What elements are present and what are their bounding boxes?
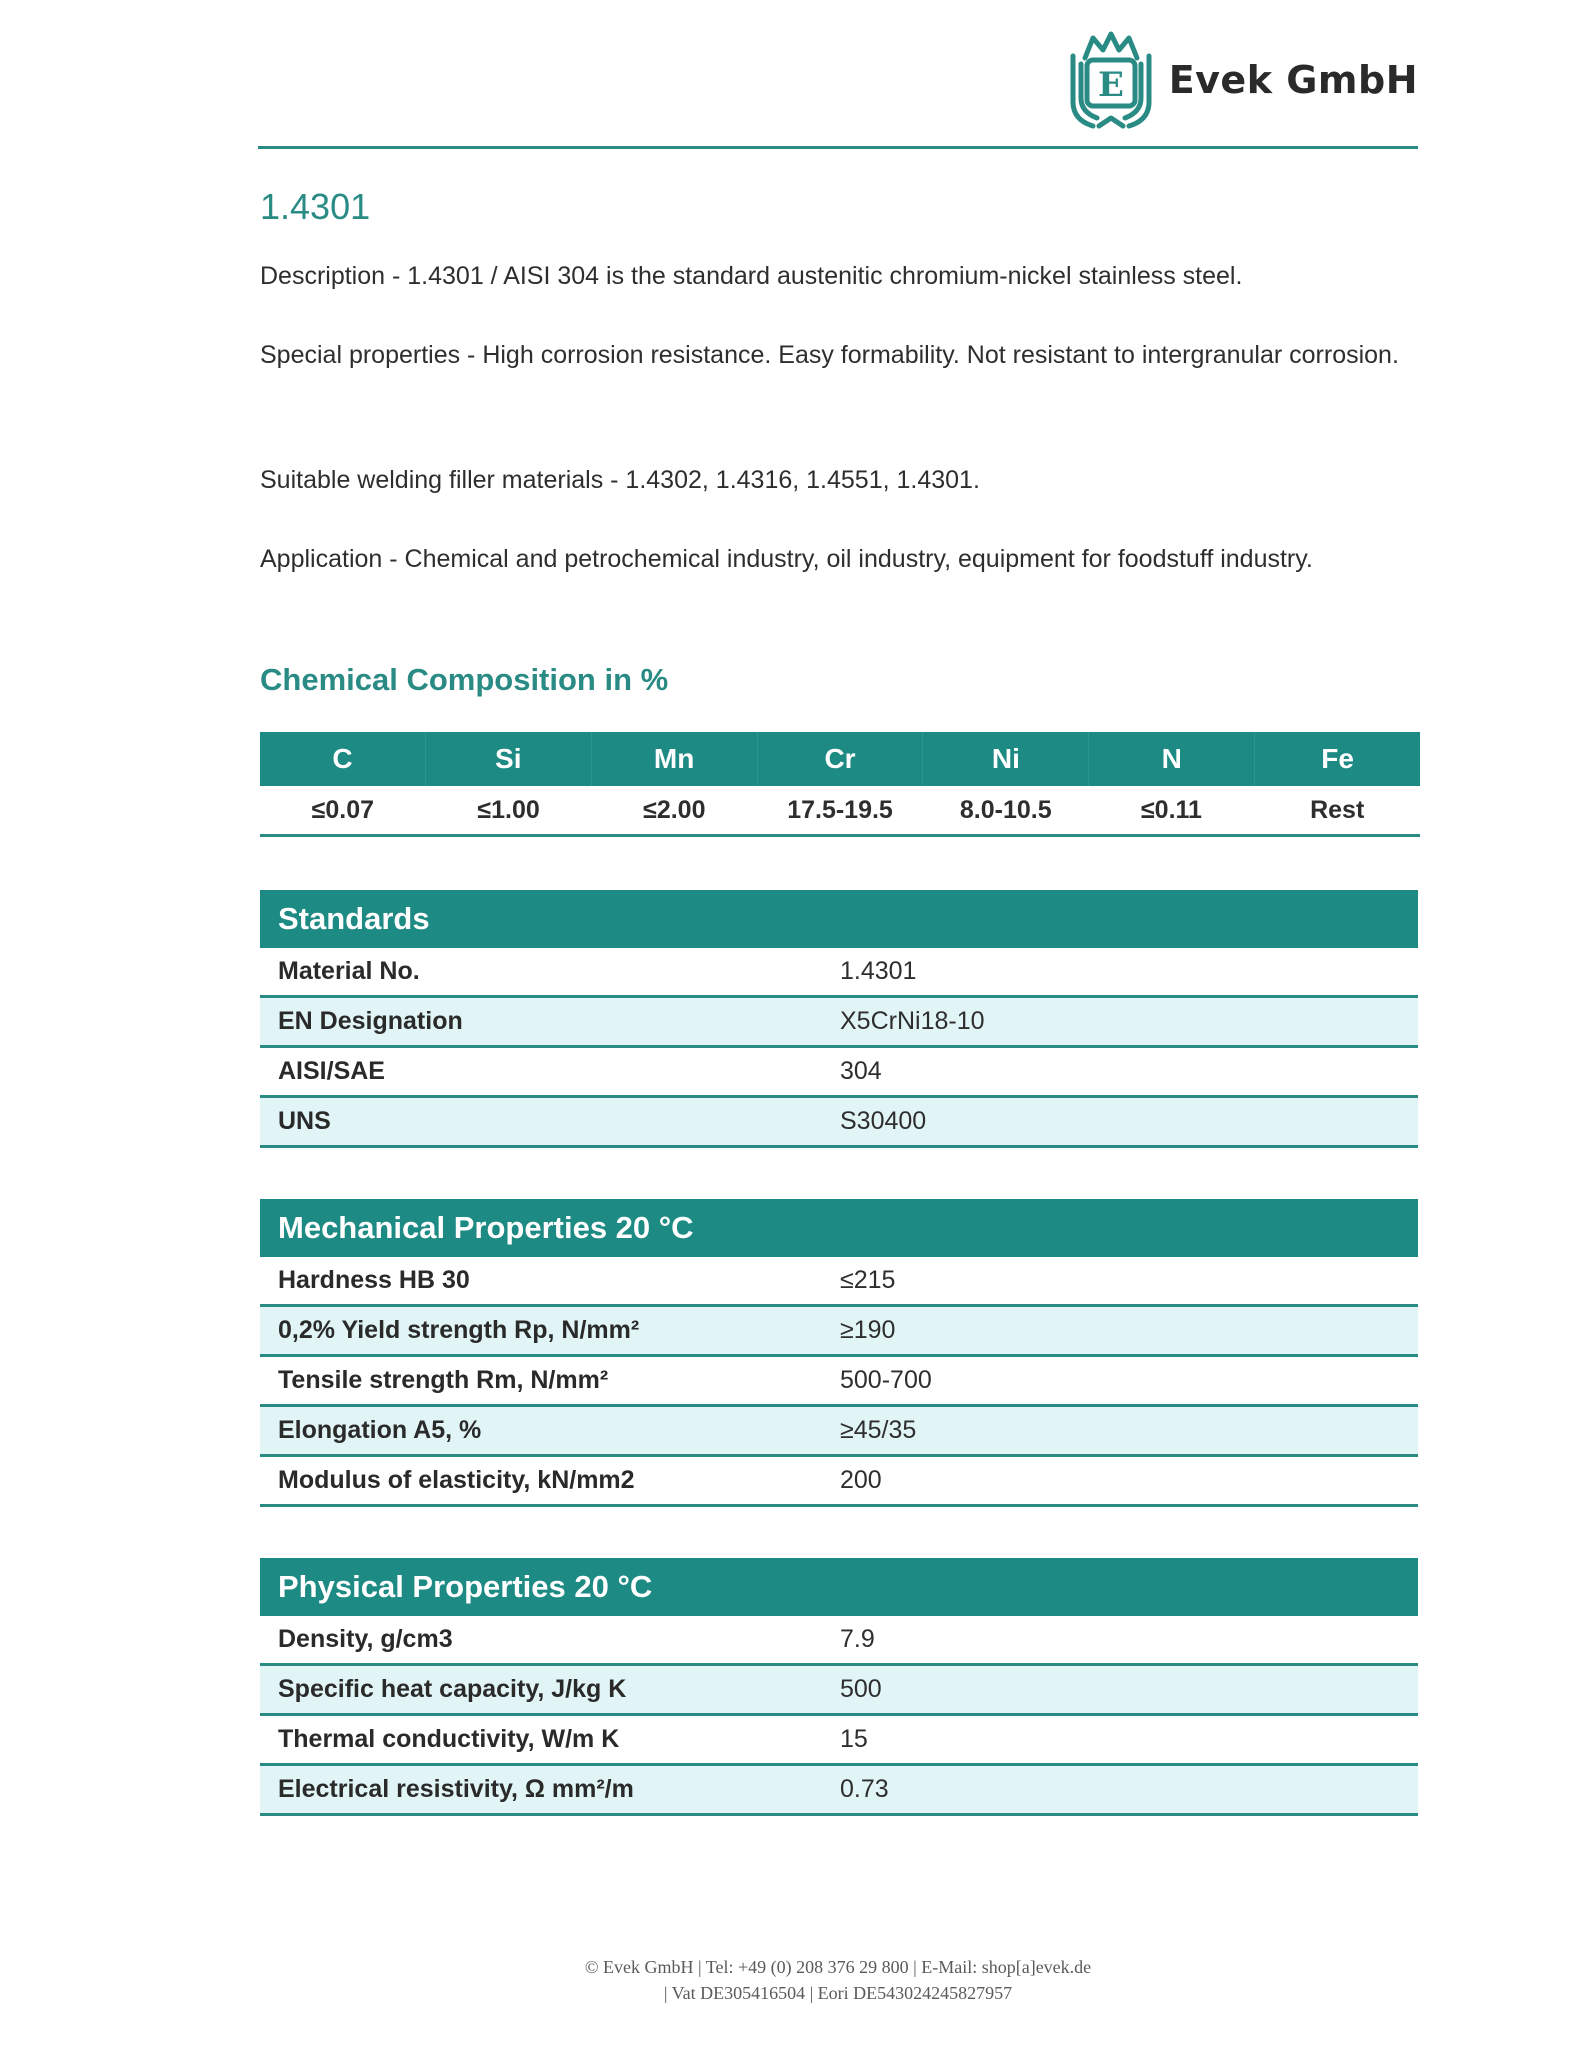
composition-element-header: Mn bbox=[592, 732, 758, 786]
company-name: Evek GmbH bbox=[1168, 58, 1418, 102]
composition-element-header: C bbox=[260, 732, 426, 786]
row-value: 1.4301 bbox=[840, 957, 917, 985]
row-value: ≥190 bbox=[840, 1316, 896, 1344]
table-row bbox=[260, 1257, 1418, 1307]
row-label: EN Designation bbox=[278, 1007, 463, 1035]
row-value: 500 bbox=[840, 1675, 882, 1703]
composition-value-row bbox=[260, 786, 1420, 837]
row-label: 0,2% Yield strength Rp, N/mm² bbox=[278, 1316, 640, 1344]
table-row bbox=[260, 1048, 1418, 1098]
company-logo bbox=[1063, 28, 1418, 132]
row-value: ≤215 bbox=[840, 1266, 896, 1294]
composition-value: ≤0.11 bbox=[1140, 795, 1202, 824]
svg-text:E: E bbox=[1097, 65, 1124, 105]
table-row bbox=[260, 1357, 1418, 1407]
row-label: Material No. bbox=[278, 957, 420, 985]
composition-element-header: N bbox=[1089, 732, 1255, 786]
description-paragraph: Description - 1.4301 / AISI 304 is the standard austenitic chromium-nickel stainless steel. bbox=[260, 262, 1243, 290]
footer-contact-line: © Evek GmbH | Tel: +49 (0) 208 376 29 800 | E-Mail: shop[a]evek.de bbox=[584, 1957, 1092, 1977]
row-value: X5CrNi18-10 bbox=[840, 1007, 985, 1035]
row-value: ≥45/35 bbox=[840, 1416, 917, 1444]
row-value: 0.73 bbox=[840, 1775, 889, 1803]
composition-value: Rest bbox=[1310, 795, 1365, 824]
table-row bbox=[260, 1098, 1418, 1148]
table-row bbox=[260, 998, 1418, 1048]
row-value: 200 bbox=[840, 1466, 882, 1494]
composition-element-header: Fe bbox=[1321, 743, 1354, 774]
composition-value: ≤1.00 bbox=[477, 795, 540, 824]
composition-table bbox=[260, 732, 1420, 837]
row-value: S30400 bbox=[840, 1107, 927, 1135]
row-label: Hardness HB 30 bbox=[278, 1266, 470, 1294]
composition-value: ≤2.00 bbox=[643, 795, 706, 824]
row-value: 500-700 bbox=[840, 1366, 932, 1394]
mechanical-heading: Mechanical Properties 20 °C bbox=[260, 1199, 1418, 1257]
row-label: Thermal conductivity, W/m K bbox=[278, 1725, 620, 1753]
table-row bbox=[260, 1457, 1418, 1507]
composition-header-row bbox=[260, 732, 1420, 786]
row-label: Tensile strength Rm, N/mm² bbox=[278, 1366, 609, 1394]
special-properties-paragraph: Special properties - High corrosion resistance. Easy formability. Not resistant to intergranular corrosion. bbox=[260, 341, 1399, 369]
header-divider bbox=[258, 146, 1418, 149]
page-header bbox=[258, 0, 1418, 150]
evek-crest-icon bbox=[1063, 28, 1159, 132]
composition-element-header: Cr bbox=[758, 732, 924, 786]
composition-value: ≤0.07 bbox=[311, 795, 375, 824]
row-label: Elongation A5, % bbox=[278, 1416, 482, 1444]
material-title: 1.4301 bbox=[260, 186, 371, 227]
row-label: Density, g/cm3 bbox=[278, 1625, 453, 1653]
row-value: 15 bbox=[840, 1725, 868, 1753]
composition-element-header: Ni bbox=[923, 732, 1089, 786]
table-row bbox=[260, 1716, 1418, 1766]
composition-element-header: Si bbox=[426, 732, 592, 786]
composition-heading: Chemical Composition in % bbox=[260, 662, 669, 697]
table-row bbox=[260, 1307, 1418, 1357]
row-label: Modulus of elasticity, kN/mm2 bbox=[278, 1466, 635, 1494]
composition-value: 17.5-19.5 bbox=[787, 795, 893, 824]
physical-heading: Physical Properties 20 °C bbox=[260, 1558, 1418, 1616]
table-row bbox=[260, 948, 1418, 998]
standards-heading: Standards bbox=[260, 890, 1418, 948]
table-row bbox=[260, 1666, 1418, 1716]
row-label: UNS bbox=[278, 1107, 331, 1135]
row-label: AISI/SAE bbox=[278, 1057, 385, 1085]
page-footer bbox=[258, 1954, 1418, 2006]
row-label: Electrical resistivity, Ω mm²/m bbox=[278, 1775, 634, 1803]
row-label: Specific heat capacity, J/kg K bbox=[278, 1675, 627, 1703]
table-row bbox=[260, 1766, 1418, 1816]
table-row bbox=[260, 1407, 1418, 1457]
table-row bbox=[260, 1616, 1418, 1666]
application-paragraph: Application - Chemical and petrochemical industry, oil industry, equipment for foodstuff industry. bbox=[260, 545, 1313, 573]
row-value: 304 bbox=[840, 1057, 882, 1085]
composition-value: 8.0-10.5 bbox=[959, 795, 1052, 824]
physical-properties-table bbox=[260, 1558, 1418, 1816]
standards-table bbox=[260, 890, 1418, 1148]
welding-paragraph: Suitable welding filler materials - 1.4302, 1.4316, 1.4551, 1.4301. bbox=[260, 466, 980, 494]
mechanical-properties-table bbox=[260, 1199, 1418, 1507]
footer-registration-line: | Vat DE305416504 | Eori DE543024245827957 bbox=[663, 1983, 1013, 2003]
row-value: 7.9 bbox=[840, 1625, 875, 1653]
